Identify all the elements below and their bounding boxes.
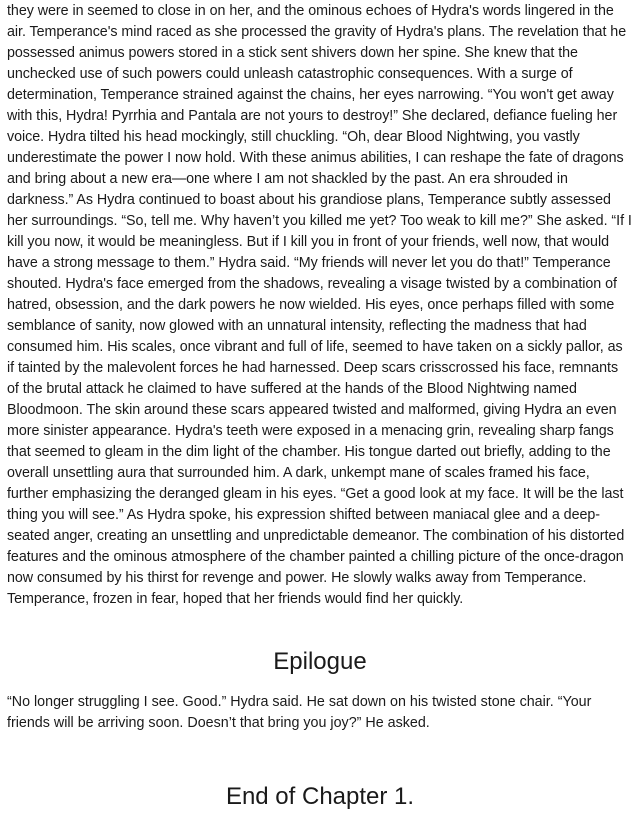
epilogue-heading: Epilogue	[273, 648, 367, 675]
epilogue-paragraph: “No longer struggling I see. Good.” Hydra said. He sat down on his twisted stone chair. “Your friends will be arriving soon. Doesn’t that bring you joy?” He asked.	[7, 694, 592, 731]
chapter-body-paragraph: they were in seemed to close in on her, and the ominous echoes of Hydra's words lingered in the air. Temperance's mind raced as she processed the gravity of Hydra's plans. The revelation that he possessed animus powers stored in a stick sent shivers down her spine. She knew that the unchecked use of such powers could unleash catastrophic consequences. With a surge of determination, Temperance strained against the chains, her eyes narrowing. “You won't get away with this, Hydra! Pyrrhia and Pantala are not yours to destroy!” She declared, defiance fueling her voice. Hydra tilted his head mockingly, still chuckling. “Oh, dear Blood Nightwing, you vastly underestimate the power I now hold. With these animus abilities, I can reshape the fate of dragons and bring about a new era—one where I am not shackled by the past. An era shrouded in darkness.” As Hydra continued to boast about his grandiose plans, Temperance subtly assessed her surroundings. “So, tell me. Why haven’t you killed me yet? Too weak to kill me?” She asked. “If I kill you now, it would be meaningless. But if I kill you in front of your friends, well now, that would have a strong message to them.” Hydra said. “My friends will never let you do that!” Temperance shouted. Hydra's face emerged from the shadows, revealing a visage twisted by a combination of hatred, obsession, and the dark powers he now wielded. His eyes, once perhaps filled with some semblance of sanity, now glowed with an unnatural intensity, reflecting the madness that had consumed him. His scales, once vibrant and full of life, seemed to have taken on a sickly pallor, as if tainted by the malevolent forces he had harnessed. Deep scars crisscrossed his face, remnants of the brutal attack he claimed to have suffered at the hands of the Blood Nightwing named Bloodmoon. The skin around these scars appeared twisted and malformed, giving Hydra an even more sinister appearance. Hydra's teeth were exposed in a menacing grin, revealing sharp fangs that seemed to gleam in the dim light of the chamber. His tongue darted out briefly, adding to the overall unsettling aura that surrounded him. A dark, unkempt mane of scales framed his face, further emphasizing the deranged gleam in his eyes. “Get a good look at my face. It will be the last thing you will see.” As Hydra spoke, his expression shifted between maniacal glee and a deep-seated anger, creating an unsettling and unpredictable demeanor. The combination of his distorted features and the ominous atmosphere of the chamber painted a chilling picture of the once-dragon now consumed by his thirst for revenge and power. He slowly walks away from Temperance. Temperance, frozen in fear, hoped that her friends would find her quickly.	[7, 3, 632, 607]
document-page	[7, 0, 633, 810]
end-of-chapter-heading: End of Chapter 1.	[225, 783, 415, 810]
